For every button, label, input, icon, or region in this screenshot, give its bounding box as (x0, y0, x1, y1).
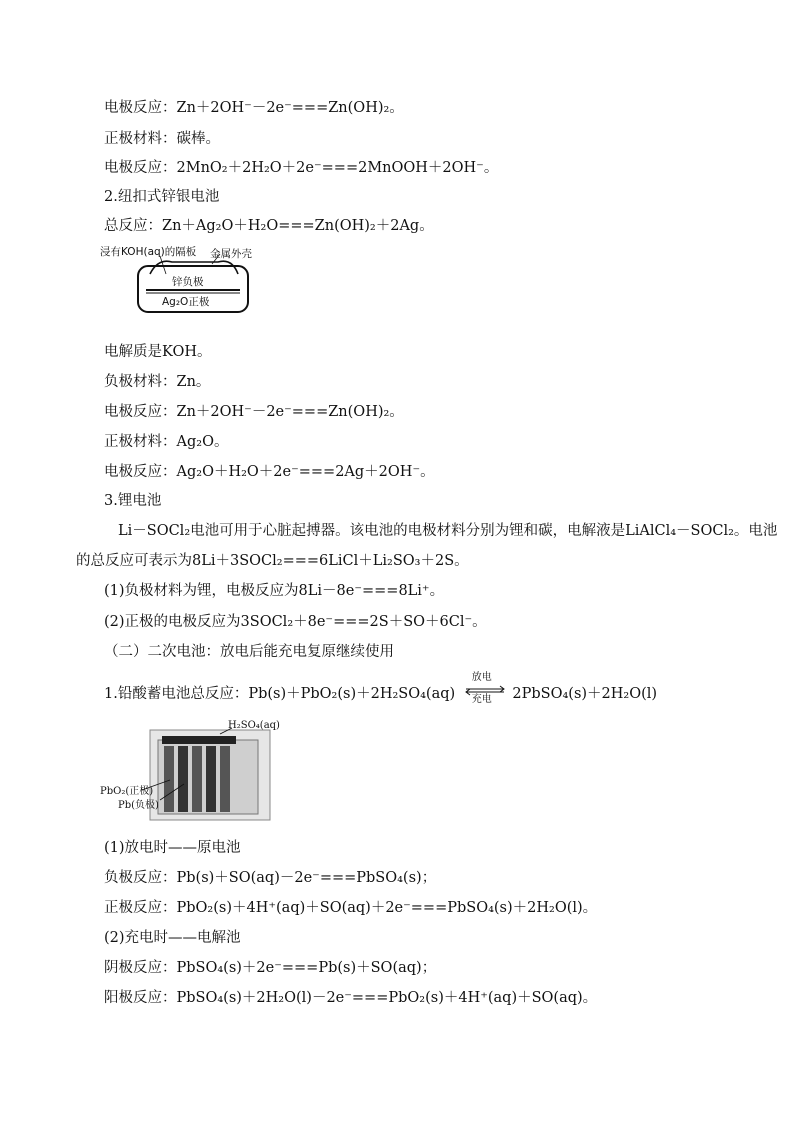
text-line: 阴极反应：PbSO₄(s)＋2e⁻===Pb(s)＋SO(aq)； (104, 960, 437, 976)
negative-plate-label: Pb(负极) (118, 800, 159, 811)
button-cell-diagram (100, 244, 270, 316)
text-line: (1)负极材料为锂，电极反应为8Li－8e⁻===8Li⁺。 (104, 583, 445, 599)
text-line: (1)放电时——原电池 (104, 840, 241, 856)
text-line: 负极反应：Pb(s)＋SO(aq)－2e⁻===PbSO₄(s)； (104, 870, 437, 886)
text-line: 阳极反应：PbSO₄(s)＋2H₂O(l)－2e⁻===PbO₂(s)＋4H⁺(aq)＋SO(aq)。 (104, 990, 598, 1006)
reaction-left: 1.铅酸蓄电池总反应：Pb(s)＋PbO₂(s)＋2H₂SO₄(aq) (104, 686, 456, 702)
cathode-label: Ag₂O正极 (162, 296, 210, 308)
paragraph-line: Li－SOCl₂电池可用于心脏起搏器。该电池的电极材料分别为锂和碳，电解液是LiAlCl₄－SOCl₂。电池 (118, 523, 778, 539)
arrow-top-label: 放电 (471, 672, 492, 683)
shell-label: 金属外壳 (210, 248, 252, 260)
arrow-bottom-label: 充电 (471, 694, 492, 705)
reaction-line (104, 672, 658, 705)
positive-plate-label: PbO₂(正极) (100, 786, 154, 797)
section-heading: （二）二次电池：放电后能充电复原继续使用 (104, 644, 394, 660)
text-line: 负极材料：Zn。 (104, 374, 211, 390)
text-line: 电极反应：Zn＋2OH⁻－2e⁻===Zn(OH)₂。 (104, 100, 404, 116)
section-heading: 2.纽扣式锌银电池 (104, 189, 220, 205)
reversible-arrow (460, 672, 508, 705)
text-line: 电极反应：Ag₂O＋H₂O＋2e⁻===2Ag＋2OH⁻。 (104, 464, 435, 480)
electrolyte-label: H₂SO₄(aq) (228, 720, 280, 731)
text-line: 电极反应：2MnO₂＋2H₂O＋2e⁻===2MnOOH＋2OH⁻。 (104, 160, 499, 176)
reaction-right: 2PbSO₄(s)＋2H₂O(l) (512, 686, 658, 702)
text-line: 总反应：Zn＋Ag₂O＋H₂O===Zn(OH)₂＋2Ag。 (104, 218, 434, 234)
lead-acid-battery-diagram (100, 720, 300, 826)
paragraph-line: 的总反应可表示为8Li＋3SOCl₂===6LiCl＋Li₂SO₃＋2S。 (76, 553, 469, 569)
section-heading: 3.锂电池 (104, 493, 162, 509)
text-line: 正极材料：Ag₂O。 (104, 434, 229, 450)
separator-label: 浸有KOH(aq)的隔板 (100, 246, 197, 258)
text-line: (2)正极的电极反应为3SOCl₂＋8e⁻===2S＋SO＋6Cl⁻。 (104, 614, 487, 630)
text-line: 电极反应：Zn＋2OH⁻－2e⁻===Zn(OH)₂。 (104, 404, 404, 420)
text-line: 电解质是KOH。 (104, 344, 212, 360)
text-line: (2)充电时——电解池 (104, 930, 241, 946)
text-line: 正极反应：PbO₂(s)＋4H⁺(aq)＋SO(aq)＋2e⁻===PbSO₄(s)＋2H₂O(l)。 (104, 900, 598, 916)
anode-label: 锌负极 (172, 276, 204, 288)
text-line: 正极材料：碳棒。 (104, 131, 220, 147)
